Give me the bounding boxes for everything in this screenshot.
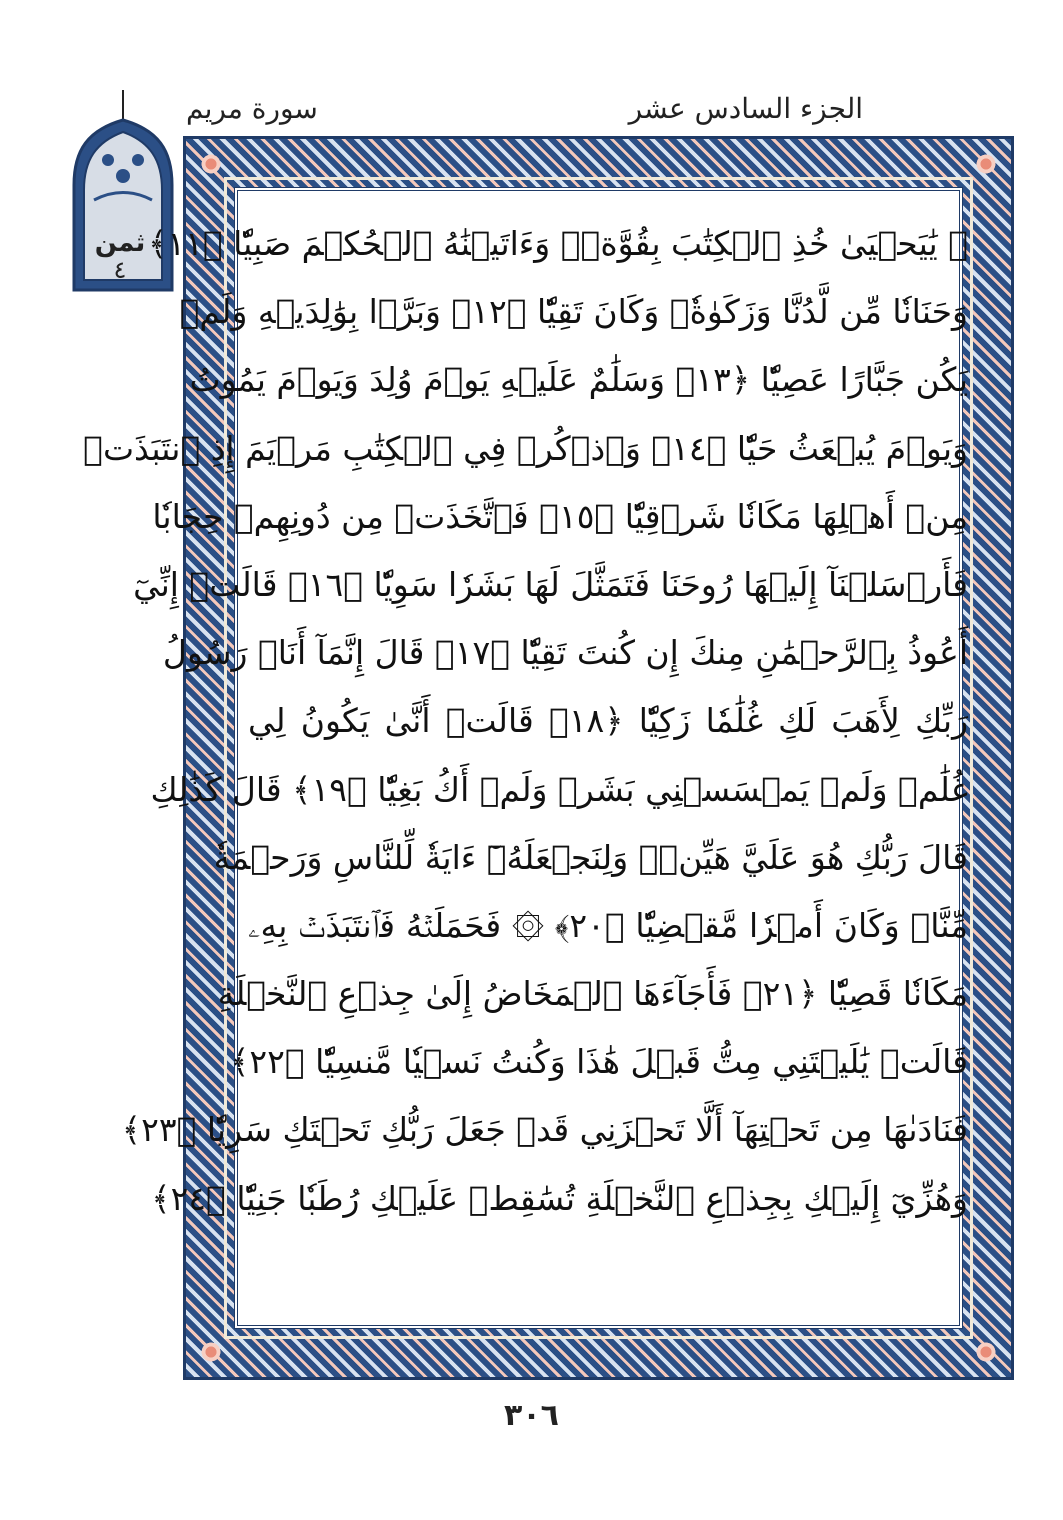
text-line: وَهُزِّيٓ إِلَيۡكِ بِجِذۡعِ ٱلنَّخۡلَةِ تُسَٰقِطۡ عَلَيۡكِ رُطَبٗا جَنِيّٗا ﴿٢٤﴾ bbox=[151, 1178, 968, 1218]
hizb-number: ٤ bbox=[113, 256, 127, 284]
text-line: يَكُن جَبَّارًا عَصِيّٗا ﴿١٣﴾ وَسَلَٰمٌ عَلَيۡهِ يَوۡمَ وُلِدَ وَيَوۡمَ يَمُوتُ bbox=[189, 360, 968, 400]
page-number: ٣٠٦ bbox=[504, 1398, 559, 1433]
rosette-ornament bbox=[200, 153, 222, 175]
text-line: قَالَتۡ يَٰلَيۡتَنِي مِتُّ قَبۡلَ هَٰذَا وَكُنتُ نَسۡيٗا مَّنسِيّٗا ﴿٢٢﴾ bbox=[230, 1042, 968, 1082]
text-line: وَيَوۡمَ يُبۡعَثُ حَيّٗا ﴿١٤﴾ وَٱذۡكُرۡ فِي ٱلۡكِتَٰبِ مَرۡيَمَ إِذِ ٱنتَبَذَتۡ bbox=[83, 428, 968, 468]
text-line: مِنۡ أَهۡلِهَا مَكَانٗا شَرۡقِيّٗا ﴿١٥﴾ فَٱتَّخَذَتۡ مِن دُونِهِمۡ حِجَابٗا bbox=[152, 496, 968, 536]
hizb-label: ثمن bbox=[94, 228, 146, 258]
rosette-ornament bbox=[975, 1341, 997, 1363]
text-line: مَكَانٗا قَصِيّٗا ﴿٢١﴾ فَأَجَآءَهَا ٱلۡمَخَاضُ إِلَىٰ جِذۡعِ ٱلنَّخۡلَةِ bbox=[217, 974, 968, 1014]
text-line: فَنَادَىٰهَا مِن تَحۡتِهَآ أَلَّا تَحۡزَنِي قَدۡ جَعَلَ رَبُّكِ تَحۡتَكِ سَرِيّٗا ﴿٢٣﴾ bbox=[121, 1110, 968, 1150]
text-line: رَبِّكِ لِأَهَبَ لَكِ غُلَٰمٗا زَكِيّٗا ﴿١٨﴾ قَالَتۡ أَنَّىٰ يَكُونُ لِي bbox=[248, 701, 968, 741]
text-line: وَحَنَانٗا مِّن لَّدُنَّا وَزَكَوٰةٗۖ وَكَانَ تَقِيّٗا ﴿١٢﴾ وَبَرَّۢا بِوَٰلِدَيۡهِ وَلَمۡ bbox=[179, 292, 968, 332]
text-line: أَعُوذُ بِٱلرَّحۡمَٰنِ مِنكَ إِن كُنتَ تَقِيّٗا ﴿١٧﴾ قَالَ إِنَّمَآ أَنَا۠ رَسُولُ bbox=[162, 633, 968, 673]
text-line: قَالَ رَبُّكِ هُوَ عَلَيَّ هَيِّنٞۖ وَلِنَجۡعَلَهُۥٓ ءَايَةٗ لِّلنَّاسِ وَرَحۡمَةٗ bbox=[213, 837, 968, 877]
text-line: غُلَٰمٞ وَلَمۡ يَمۡسَسۡنِي بَشَرٞ وَلَمۡ أَكُ بَغِيّٗا ﴿١٩﴾ قَالَ كَذَٰلِكِ bbox=[150, 769, 968, 809]
rosette-ornament bbox=[975, 153, 997, 175]
text-line: مِّنَّاۚ وَكَانَ أَمۡرٗا مَّقۡضِيّٗا ﴿٢٠﴾ ۞ فَحَمَلَتۡهُ فَٱنتَبَذَتۡ بِهِۦ bbox=[248, 905, 968, 945]
juz-title: الجزء السادس عشر bbox=[628, 92, 863, 125]
surah-title: سورة مريم bbox=[186, 92, 318, 125]
text-line: فَأَرۡسَلۡنَآ إِلَيۡهَا رُوحَنَا فَتَمَثَّلَ لَهَا بَشَرٗا سَوِيّٗا ﴿١٦﴾ قَالَتۡ إِنِّيٓ bbox=[133, 564, 968, 604]
text-line: ۞ يَٰيَحۡيَىٰ خُذِ ٱلۡكِتَٰبَ بِقُوَّةٖۖ وَءَاتَيۡنَٰهُ ٱلۡحُكۡمَ صَبِيّٗا ﴿١١﴾ bbox=[148, 224, 968, 263]
rosette-ornament bbox=[200, 1341, 222, 1363]
